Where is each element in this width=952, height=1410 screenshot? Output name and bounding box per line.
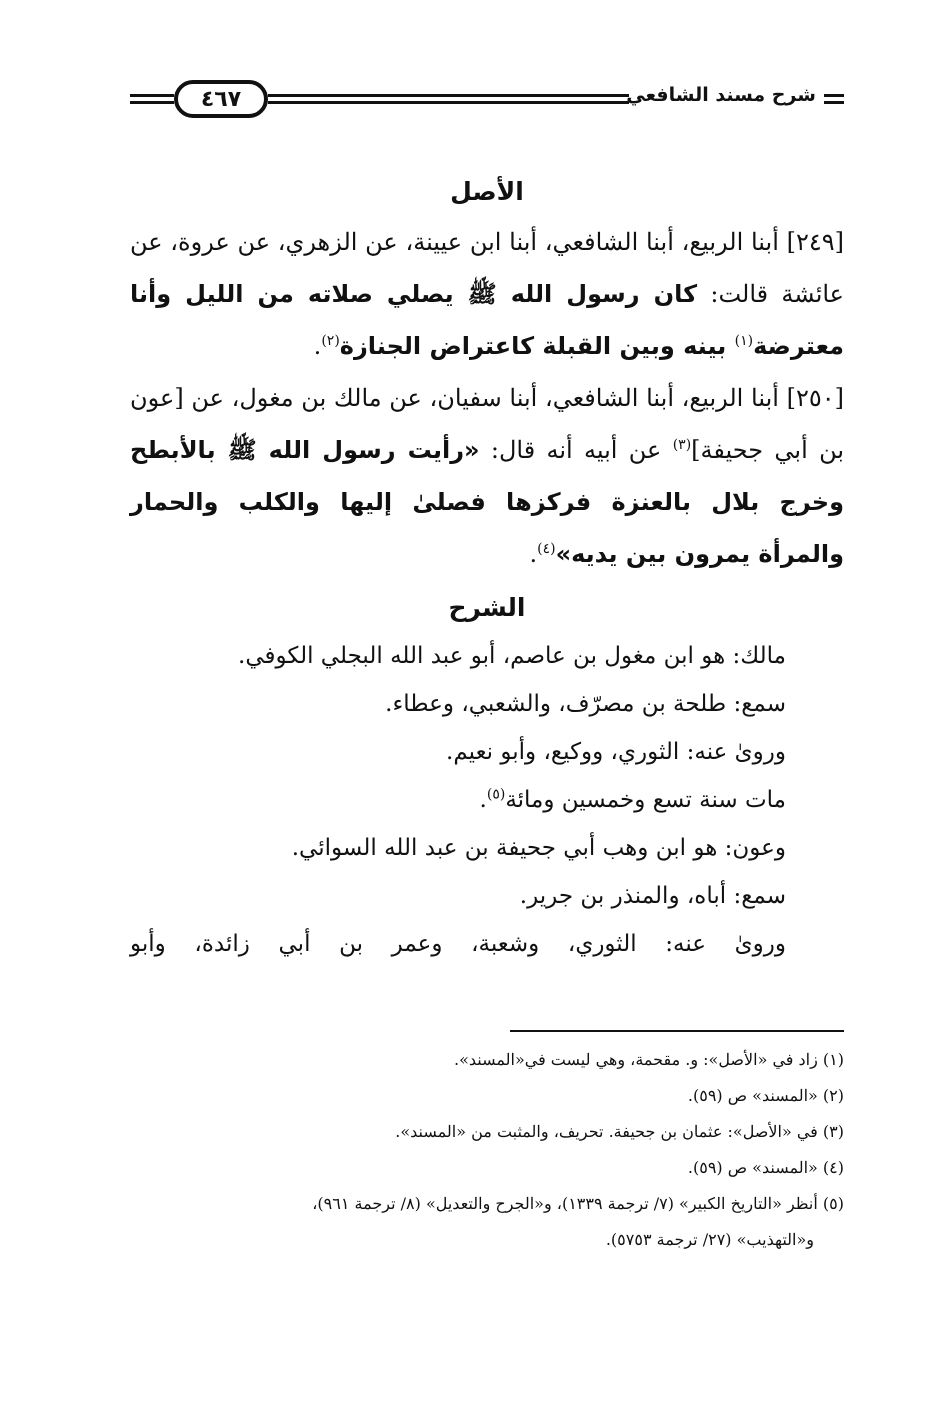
footnote-5: (٥) أنظر «التاريخ الكبير» (٧/ ترجمة ١٣٣٩)، و«الجرح والتعديل» (٨/ ترجمة ٩٦١)،	[312, 1194, 844, 1213]
hadith-249-matn-end: بينه وبين القبلة كاعتراض الجنازة	[339, 332, 735, 360]
page-header	[130, 78, 844, 130]
death-text: مات سنة تسع وخمسين ومائة	[505, 787, 786, 813]
explanation-line: سمع: طلحة بن مصرّف، والشعبي، وعطاء.	[385, 691, 786, 717]
main-text	[130, 168, 844, 968]
hadith-250	[130, 372, 844, 580]
hadith-250-isnad-end: عن أبيه أنه قال:	[479, 436, 673, 464]
explanation-line-death	[130, 776, 844, 824]
footnote-3: (٣) في «الأصل»: عثمان بن جحيفة. تحريف، والمثبت من «المسند».	[395, 1122, 844, 1141]
footnote-ref-4: (٤)	[537, 541, 556, 557]
explanation-line: وعون: هو ابن وهب أبي جحيفة بن عبد الله السوائي.	[291, 835, 786, 861]
header-ornament-right	[824, 94, 844, 104]
footnote-ref-1: (١)	[734, 333, 754, 349]
hadith-249-isnad: [٢٤٩] أبنا الربيع، أبنا الشافعي، أبنا ابن عيينة، عن الزهري، عن عروة، عن عائشة قالت:	[130, 228, 845, 308]
explanation-line: وروىٰ عنه: الثوري، ووكيع، وأبو نعيم.	[446, 739, 786, 765]
footnote-separator	[510, 1030, 844, 1032]
punctuation: .	[479, 787, 487, 813]
explanation-line: مالك: هو ابن مغول بن عاصم، أبو عبد الله البجلي الكوفي.	[238, 643, 786, 669]
section-heading-sharh: الشرح	[448, 593, 526, 622]
hadith-250-matn: «رأيت رسول الله ﷺ بالأبطح وخرج بلال بالعنزة فركزها فصلىٰ إليها والكلب والحمار والمرأة يمرون بين يديه»	[130, 436, 844, 568]
punctuation: .	[313, 332, 322, 360]
explanation-line: سمع: أباه، والمنذر بن جرير.	[519, 883, 786, 909]
footnotes	[130, 1042, 844, 1258]
footnote-ref-5: (٥)	[486, 786, 506, 803]
book-title: شرح مسند الشافعي	[626, 84, 816, 106]
page-number: ٤٦٧	[174, 80, 268, 118]
footnote-ref-2: (٢)	[321, 333, 340, 349]
header-rule-left	[130, 94, 174, 104]
hadith-249	[130, 216, 844, 372]
hadith-249-matn: كان رسول الله ﷺ يصلي صلاته من الليل وأنا معترضة	[130, 280, 844, 360]
footnote-1: (١) زاد في «الأصل»: و. مقحمة، وهي ليست في«المسند».	[454, 1050, 844, 1069]
hadith-250-isnad: [٢٥٠] أبنا الربيع، أبنا الشافعي، أبنا سفيان، عن مالك بن مغول، عن [عون بن أبي جحيفة]	[130, 384, 845, 464]
section-heading-asl: الأصل	[450, 177, 524, 206]
explanation-line: وروىٰ عنه: الثوري، وشعبة، وعمر بن أبي زائدة، وأبو	[130, 931, 786, 957]
footnote-5-continued: و«التهذيب» (٢٧/ ترجمة ٥٧٥٣).	[605, 1230, 814, 1249]
header-rule	[268, 94, 629, 104]
footnote-ref-3: (٣)	[672, 437, 692, 453]
punctuation: .	[529, 540, 538, 568]
footnote-4: (٤) «المسند» ص (٥٩).	[687, 1158, 844, 1177]
footnote-2: (٢) «المسند» ص (٥٩).	[687, 1086, 844, 1105]
